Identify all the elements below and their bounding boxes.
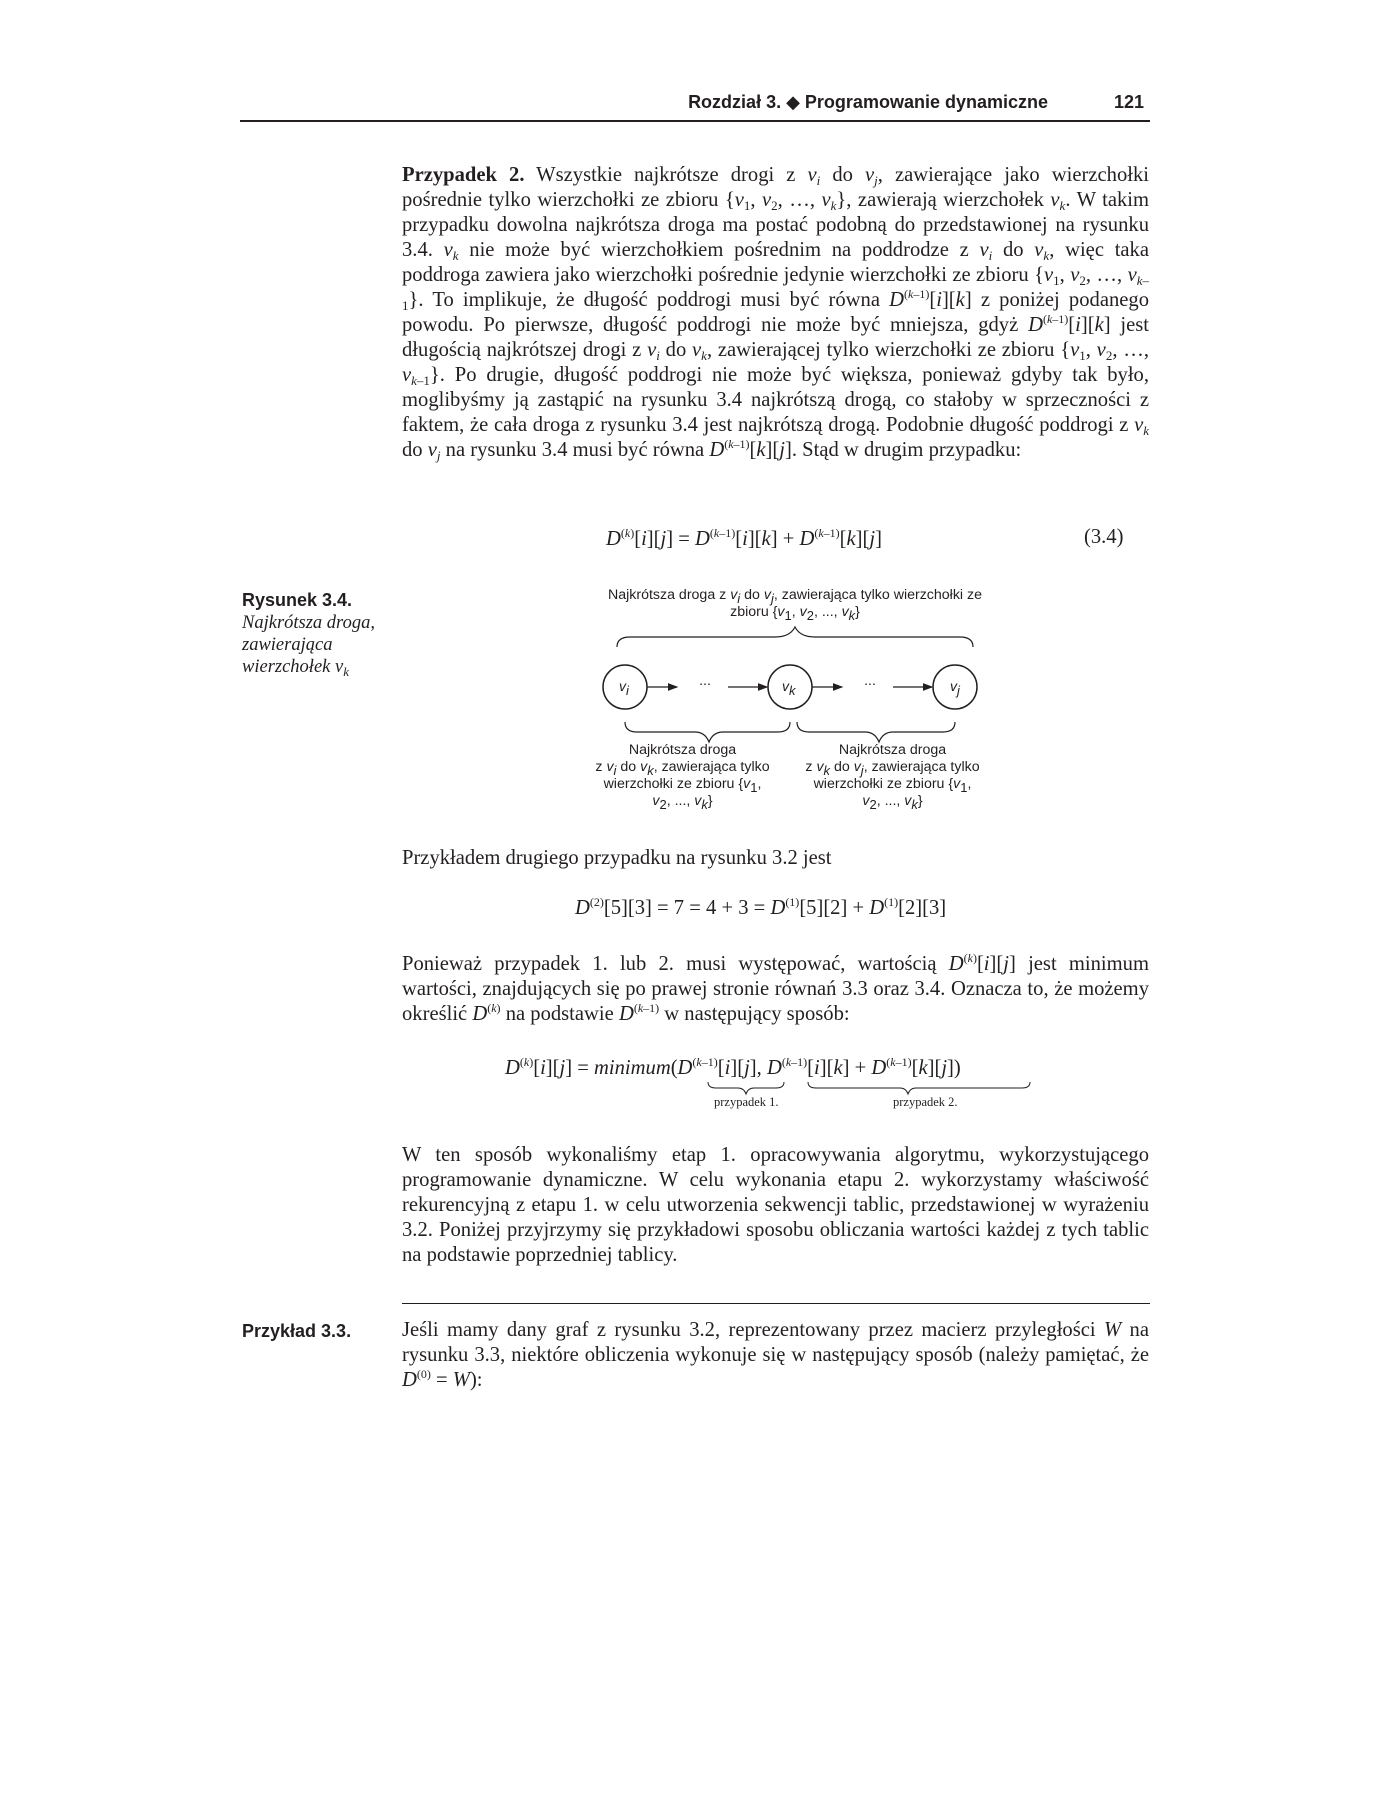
text: . W takim przypadku dowolna najkrótsza droga ma postać podobną do przedstawionej na rysunku 3.4. [402, 189, 1150, 261]
text: w następujący sposób: [659, 1003, 850, 1025]
figure-caption-block [242, 588, 402, 678]
right-brace-label: Najkrótsza droga z $v_k$ do $v_j$, zawierająca tylko wierzchołki ze zbioru {$v_1$, $v_2$, ..., $v_k$} [805, 742, 980, 812]
label-text: , zawierająca tylko wierzchołki ze zbioru { [603, 759, 770, 792]
running-header [240, 88, 1150, 122]
text: jest długością najkrótszej drogi z [402, 314, 1149, 361]
label-text: , zawierająca tylko wierzchołki ze zbioru { [813, 759, 980, 792]
text: na podstawie [500, 1003, 619, 1025]
text: Przykładem drugiego przypadku na rysunku 3.2 jest [402, 847, 832, 869]
label-text: , zawierająca tylko wierzchołki ze zbioru { [730, 587, 983, 620]
text: }. Po drugie, długość poddrogi nie może być większa, ponieważ gdyby tak było, moglibyśmy ją zastąpić na rysunku 3.4 najkrótszą drogą, co stałoby w sprzeczności z faktem, że cała droga z rysunku 3.4 jest najkrótszą drogą. Podobnie długość poddrogi z [402, 364, 1149, 436]
label-text: Najkrótsza droga [628, 742, 737, 758]
top-brace-label: Najkrótsza droga z $v_i$ do $v_j$, zawierająca tylko wierzchołki ze zbioru {$v_1$, $v_2$, ..., $v_k$} [607, 587, 983, 623]
example-3-3-paragraph: Jeśli mamy dany graf z rysunku 3.2, reprezentowany przez macierz przyległości W na rysunku 3.3, niektóre obliczenia wykonuje się w następujący sposób (należy pamiętać, że $D^{(0)} = W$): [402, 1319, 1149, 1391]
ellipsis: ... [864, 673, 876, 689]
function-name: minimum [594, 1057, 671, 1079]
minimum-equation: $D^{(k)}[i][j]$ = $minimum(D^{(k-1)}[i][j]$, $D^{(k-1)}[i][k] + D^{(k-1)}[k][j]$) [505, 1055, 961, 1079]
figure-number: Rysunek 3.4. [242, 590, 353, 610]
left-brace [625, 722, 790, 742]
top-brace [617, 627, 973, 647]
example-label: Przykład 3.3. [242, 1321, 352, 1341]
case1-brace [708, 1082, 784, 1094]
page-number: 121 [1113, 92, 1144, 112]
text: na rysunku 3.4 musi być równa [440, 439, 710, 461]
stage-paragraph [402, 1143, 1149, 1268]
equation-3-4: $D^{(k)}[i][j] = D^{(k-1)}[i][k] + D^{(k-1)}[k][j]$ [606, 526, 882, 550]
divider [402, 1303, 1150, 1304]
label-text: Najkrótsza droga [838, 742, 947, 758]
text: Wszystkie najkrótsze drogi z [524, 164, 808, 186]
text: W ten sposób wykonaliśmy etap 1. opracowywania algorytmu, wykorzystującego programowanie dynamiczne. W celu wykonania etapu 2. wykorzystamy właściwość rekurencyjną z etapu 1. w celu utworzenia sekwencji tablic, przedstawionej w wyrażeniu 3.2. Poniżej przyjrzymy się przykładowi sposobu obliczania wartości każdej z tych tablic na podstawie poprzedniej tablicy. [402, 1144, 1149, 1266]
text: , więc taka poddroga zawiera jako wierzchołki pośrednie jedynie wierzchołki ze zbioru { [402, 239, 1149, 286]
right-brace [797, 722, 955, 742]
node-vj-label: $v_j$ [950, 678, 960, 698]
node-vk-label: $v_k$ [782, 678, 796, 698]
text: }. To implikuje, że długość poddrogi musi być równa [408, 289, 890, 311]
ellipsis: ... [699, 673, 711, 689]
case2-brace [808, 1082, 1030, 1094]
text: na rysunku 3.3, niektóre obliczenia wykonuje się w następujący sposób (należy pamiętać, że [402, 1319, 1149, 1366]
text: , zawierającej tylko wierzchołki ze zbioru { [706, 339, 1071, 361]
text: do [820, 164, 866, 186]
text: z poniżej podanego powodu. Po pierwsze, długość poddrogi nie może być mniejsza, gdyż [402, 289, 1149, 336]
text: , zawierające jako wierzchołki pośrednie tylko wierzchołki ze zbioru { [402, 164, 1149, 211]
text: }, zawierają wierzchołek [836, 189, 1051, 211]
text: jest minimum wartości, znajdujących się po prawej stronie równań 3.3 oraz 3.4. Oznacza to, że możemy określić [402, 953, 1149, 1025]
case2-label: przypadek 2. [893, 1095, 958, 1109]
text: . Stąd w drugim przypadku: [791, 439, 1022, 461]
text: nie może być wierzchołkiem pośrednim na poddrodze z [458, 239, 980, 261]
node-vi-label: $v_i$ [619, 678, 629, 698]
equation-underbraces [700, 1080, 1040, 1096]
figure-caption: Najkrótsza droga, zawierająca wierzchołek $v_k$ [242, 613, 375, 679]
figure-3-4-diagram [585, 587, 1005, 827]
equation-number: (3.4) [1084, 526, 1124, 548]
left-brace-label: Najkrótsza droga z $v_i$ do $v_k$, zawierająca tylko wierzchołki ze zbioru {$v_1$, $v_2$, ..., $v_k$} [595, 742, 770, 812]
case2-paragraph: Przypadek 2. Wszystkie najkrótsze drogi z $v_i$ do $v_j$, zawierające jako wierzchołki pośrednie tylko wierzchołki ze zbioru {$v_1$, $v_2$, …, $v_k$}, zawierają wierzchołek $v_k$. W takim przypadku dowolna najkrótsza droga ma postać podobną do przedstawionej na rysunku 3.4. $v_k$ nie może być wierzchołkiem pośrednim na poddrodze z $v_i$ do $v_k$, więc taka poddroga zawiera jako wierzchołki pośrednie jedynie wierzchołki ze zbioru {$v_1$, $v_2$, …, $v_{k-1}$}. To implikuje, że długość poddrogi musi być równa $D^{(k-1)}[i][k]$ z poniżej podanego powodu. Po pierwsze, długość poddrogi nie może być mniejsza, gdyż $D^{(k-1)}[i][k]$ jest długością najkrótszej drogi z $v_i$ do $v_k$, zawierającej tylko wierzchołki ze zbioru {$v_1$, $v_2$, …, $v_{k-1}$}. Po drugie, długość poddrogi nie może być większa, ponieważ gdyby tak było, moglibyśmy ją zastąpić na rysunku 3.4 najkrótszą drogą, co stałoby w sprzeczności z faktem, że cała droga z rysunku 3.4 jest najkrótszą drogą. Podobnie długość poddrogi z $v_k$ do $v_j$ na rysunku 3.4 musi być równa $D^{(k-1)}[k][j]$. Stąd w drugim przypadku: [402, 164, 1150, 463]
example-equation: $D^{(2)}[5][3] = 7 = 4 + 3 = D^{(1)}[5][2] + D^{(1)}[2][3]$ [575, 895, 947, 919]
since-paragraph: Ponieważ przypadek 1. lub 2. musi występować, wartością $D^{(k)}[i][j]$ jest minimum wartości, znajdujących się po prawej stronie równań 3.3 oraz 3.4. Oznacza to, że możemy określić $D^{(k)}$ na podstawie $D^{(k-1)}$ w następujący sposób: [402, 951, 1149, 1025]
chapter-title: Rozdział 3. ◆ Programowanie dynamiczne [688, 92, 1048, 112]
case2-heading: Przypadek 2. [402, 164, 525, 186]
case1-label: przypadek 1. [714, 1095, 779, 1109]
example-intro-paragraph [402, 846, 1149, 871]
label-text: Najkrótsza droga z [607, 587, 731, 603]
caption-text: Najkrótsza droga, zawierająca wierzchołek [242, 613, 375, 677]
text: Jeśli mamy dany graf z rysunku 3.2, reprezentowany przez macierz przyległości [402, 1319, 1104, 1341]
text: Ponieważ przypadek 1. lub 2. musi występować, wartością [402, 953, 949, 975]
